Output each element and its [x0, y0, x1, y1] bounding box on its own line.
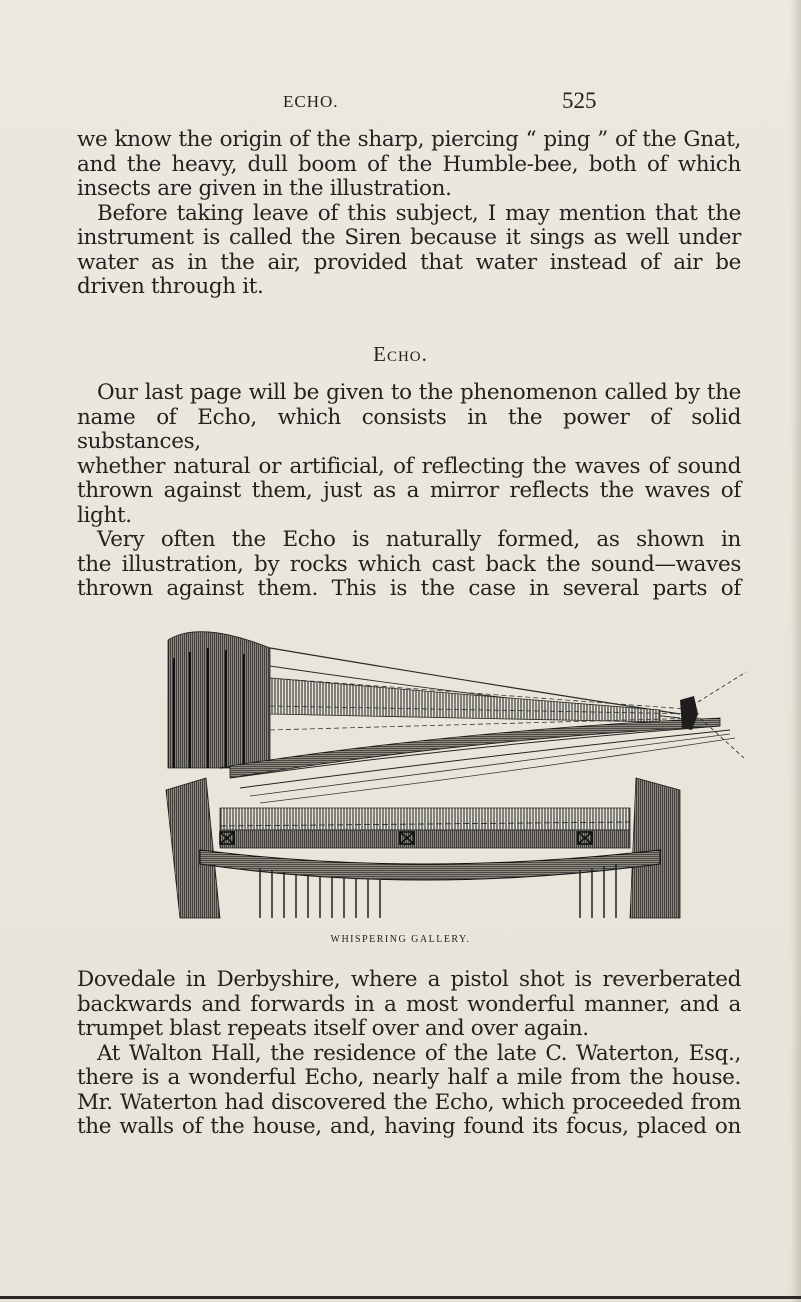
- paragraph-2-line-3: water as in the air, provided that water instead of air be: [77, 249, 741, 275]
- page-number: 525: [562, 88, 597, 113]
- paragraph-5-line-3: trumpet blast repeats itself over and over again.: [77, 1016, 589, 1041]
- paragraph-3-line-4: thrown against them, just as a mirror reflects the waves of: [77, 478, 741, 503]
- running-title: ECHO.: [283, 92, 339, 111]
- text-block-middle: [77, 381, 741, 602]
- paragraph-4-line-2: the illustration, by rocks which cast back the sound—waves: [77, 551, 741, 577]
- paragraph-2-line-2: instrument is called the Siren because it sings as well under: [77, 225, 741, 250]
- paragraph-4-line-3: thrown against them. This is the case in several parts of: [77, 576, 741, 601]
- paragraph-4-line-1: Very often the Echo is naturally formed, as shown in: [97, 527, 741, 552]
- text-block-top: [77, 128, 741, 300]
- paragraph-3-line-2: name of Echo, which consists in the power of solid substances,: [77, 404, 741, 454]
- paragraph-1-line-3: insects are given in the illustration.: [77, 176, 452, 201]
- paragraph-6-line-1: At Walton Hall, the residence of the late C. Waterton, Esq.,: [97, 1040, 741, 1066]
- section-heading-text: Echo.: [373, 342, 428, 366]
- paragraph-3-line-1: Our last page will be given to the phenomenon called by the: [97, 380, 741, 405]
- paragraph-6-line-4: the walls of the house, and, having found its focus, placed on: [77, 1114, 741, 1139]
- paragraph-5-line-2: backwards and forwards in a most wonderful manner, and a: [77, 991, 741, 1017]
- paragraph-2-line-4: driven through it.: [77, 274, 264, 299]
- page-edge-shadow: [790, 0, 801, 1302]
- text-block-bottom: [77, 968, 741, 1140]
- section-heading: [0, 342, 801, 367]
- paragraph-1-line-1: we know the origin of the sharp, piercing “ ping ” of the Gnat,: [77, 127, 741, 152]
- paragraph-6-line-2: there is a wonderful Echo, nearly half a mile from the house.: [77, 1065, 741, 1090]
- whispering-gallery-illustration: [160, 618, 770, 928]
- paragraph-3-line-5: light.: [77, 502, 132, 528]
- paragraph-2-line-1: Before taking leave of this subject, I may mention that the: [97, 200, 741, 226]
- paragraph-1-line-2: and the heavy, dull boom of the Humble-bee, both of which: [77, 151, 741, 177]
- figure-caption: WHISPERING GALLERY.: [330, 934, 471, 945]
- running-head: [0, 88, 801, 118]
- paragraph-6-line-3: Mr. Waterton had discovered the Echo, which proceeded from: [77, 1089, 741, 1115]
- paragraph-3-line-3: whether natural or artificial, of reflecting the waves of sound: [77, 453, 741, 479]
- paragraph-5-line-1: Dovedale in Derbyshire, where a pistol shot is reverberated: [77, 967, 741, 992]
- page-bottom-edge: [0, 1296, 801, 1299]
